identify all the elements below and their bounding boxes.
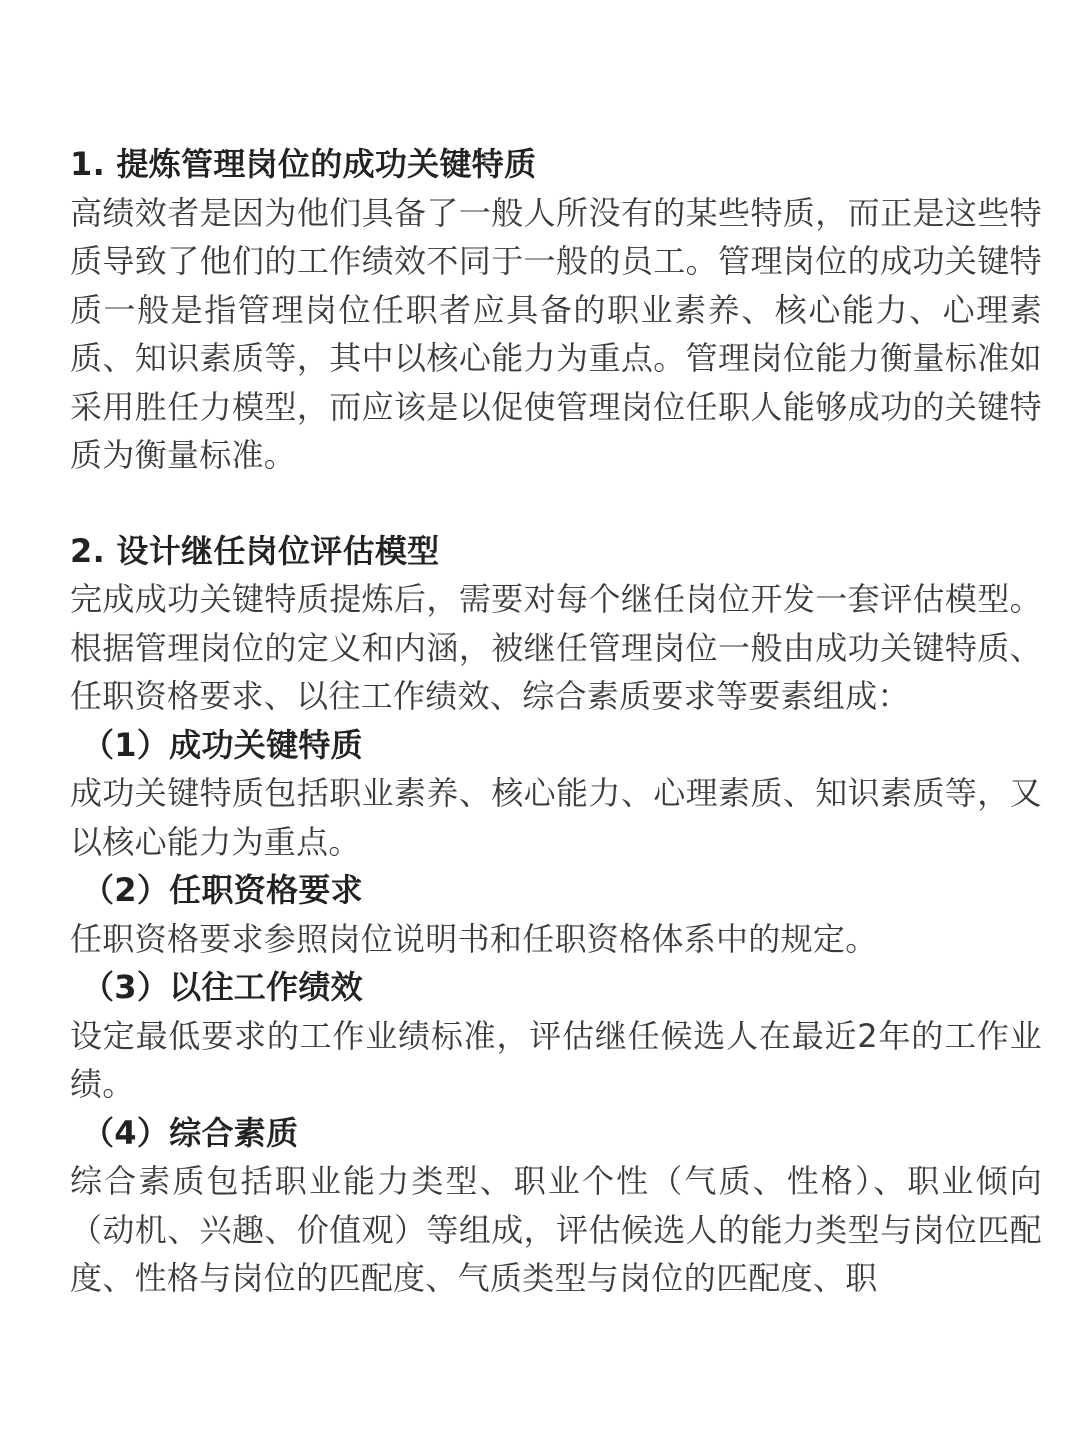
section-2-paragraph: 完成成功关键特质提炼后，需要对每个继任岗位开发一套评估模型。根据管理岗位的定义和内涵，被继任管理岗位一般由成功关键特质、任职资格要求、以往工作绩效、综合素质要求等要素组成： (70, 580, 1042, 715)
section-1-paragraph: 高绩效者是因为他们具备了一般人所没有的某些特质，而正是这些特质导致了他们的工作绩效不同于一般的员工。管理岗位的成功关键特质一般是指管理岗位任职者应具备的职业素养、核心能力、心理素质、知识素质等，其中以核心能力为重点。管理岗位能力衡量标准如采用胜任力模型，而应该是以促使管理岗位任职人能够成功的关键特质为衡量标准。 (70, 193, 1042, 474)
section-spacer (70, 480, 1042, 527)
section-1-heading: 1. 提炼管理岗位的成功关键特质 (70, 145, 537, 183)
item-1-heading: （1）成功关键特质 (82, 725, 363, 764)
item-2-heading: （2）任职资格要求 (82, 871, 363, 909)
item-4-text: 综合素质包括职业能力类型、职业个性（气质、性格）、职业倾向（动机、兴趣、价值观）等组成，评估候选人的能力类型与岗位匹配度、性格与岗位的匹配度、气质类型与岗位的匹配度、职 (70, 1162, 1042, 1297)
item-1-text: 成功关键特质包括职业素养、核心能力、心理素质、知识素质等，又以核心能力为重点。 (70, 774, 1042, 861)
item-3-text: 设定最低要求的工作业绩标准，评估继任候选人在最近2年的工作业绩。 (70, 1016, 1042, 1103)
item-2-text: 任职资格要求参照岗位说明书和任职资格体系中的规定。 (70, 919, 878, 958)
section-2 (70, 527, 1042, 1303)
item-4-heading: （4）综合素质 (82, 1113, 299, 1152)
section-2-heading: 2. 设计继任岗位评估模型 (70, 531, 440, 570)
item-3-heading: （3）以往工作绩效 (82, 968, 363, 1006)
section-1 (70, 140, 1042, 480)
